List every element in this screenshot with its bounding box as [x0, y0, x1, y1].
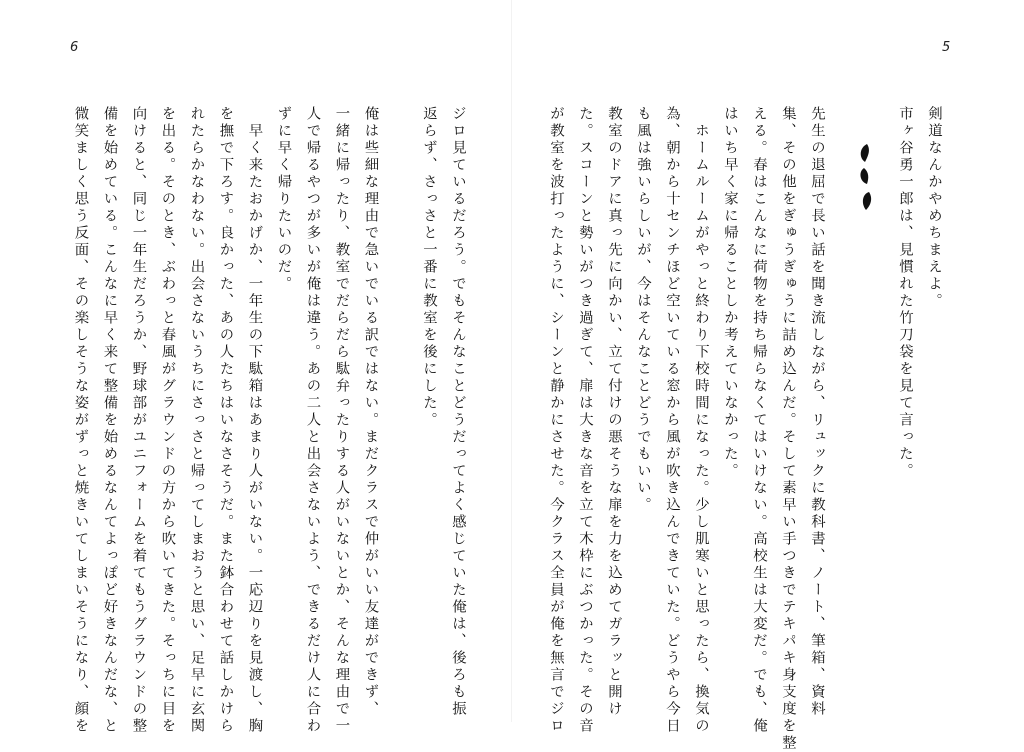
- text-line: 俺は些細な理由で急いでいる訳ではない。まだクラスで仲がいい友達ができず、: [362, 106, 379, 718]
- blank-line: [385, 106, 415, 686]
- text-line: 返らず、さっさと一番に教室を後にした。: [421, 106, 437, 429]
- text-line: ずに早く帰りたいのだ。: [275, 106, 292, 293]
- text-line: た。スコーンと勢いがつき過ぎて、扉は大きな音を立て木枠にぶつかった。その音: [577, 106, 593, 735]
- text-line: 向けると、同じ一年生だろうか、野球部がユニフォームを着てもうグラウンドの整: [130, 106, 147, 735]
- page-gutter: [511, 0, 512, 722]
- text-line: ホームルームがやっと終わり下校時間になった。少し肌寒いと思ったら、換気の: [693, 106, 709, 735]
- right-page-number: 5: [942, 40, 951, 55]
- text-line: 備を始めている。こんなに早く来て整備を始めるなんてよっぽど好きなんだな、と: [101, 106, 118, 735]
- text-line: 先生の退屈で長い話を聞き流しながら、リュックに教科書、ノート、筆箱、資料: [809, 106, 825, 718]
- text-line: はいち早く家に帰ることしか考えていなかった。: [722, 106, 738, 480]
- text-line: が教室を波打ったように、シーンと静かにさせた。今クラス全員が俺を無言でジロ: [548, 106, 564, 735]
- text-line: 教室のドアに真っ先に向かい、立て付けの悪そうな扉を力を込めてガラッと開け: [606, 106, 622, 718]
- text-line: れたらかなわない。出会さないうちにさっさと帰ってしまおうと思い、足早に玄関: [188, 106, 205, 735]
- text-line: える。春はこんなに荷物を持ち帰らなくてはいけない。高校生は大変だ。でも、俺: [751, 106, 767, 735]
- text-line: 一緒に帰ったり、教室でだらだら駄弁ったりする人がいないとか、そんな理由で一: [333, 106, 350, 735]
- text-line: も風は強いらしいが、今はそんなことどうでもいい。: [635, 106, 651, 514]
- petals-ornament-icon: [855, 142, 877, 212]
- text-line: 早く来たおかげか、一年生の下駄箱はあまり人がいない。一応辺りを見渡し、胸: [246, 106, 263, 735]
- left-page-number: 6: [70, 40, 79, 55]
- text-line: 微笑ましく思う反面、その楽しそうな姿がずっと焼きいてしまいそうになり、顔を: [72, 106, 89, 735]
- text-line: ジロ見ているだろう。でもそんなことどうだってよく感じていた俺は、後ろも振: [450, 106, 466, 718]
- text-line: を撫で下ろす。良かった、あの人たちはいなさそうだ。また鉢合わせて話しかけら: [217, 106, 234, 735]
- text-line: を出る。そのとき、ぶわっと春風がグラウンドの方から吹いてきた。そっちに目を: [159, 106, 176, 735]
- left-page-text: [72, 106, 472, 735]
- text-line: 人で帰るやつが多いが俺は違う。あの二人と出会さないよう、できるだけ人に合わ: [304, 106, 321, 735]
- right-page-text: [548, 106, 948, 752]
- text-line: 市ヶ谷勇一郎は、見慣れた竹刀袋を見て言った。: [897, 106, 913, 480]
- text-line: 集、その他をぎゅうぎゅうに詰め込んだ。そして素早い手つきでテキパキ身支度を整: [780, 106, 796, 752]
- text-line: 剣道なんかやめちまえよ。: [926, 106, 942, 310]
- text-line: 為、朝から十センチほど空いている窓から風が吹き込んできていた。どうやら今日: [664, 106, 680, 735]
